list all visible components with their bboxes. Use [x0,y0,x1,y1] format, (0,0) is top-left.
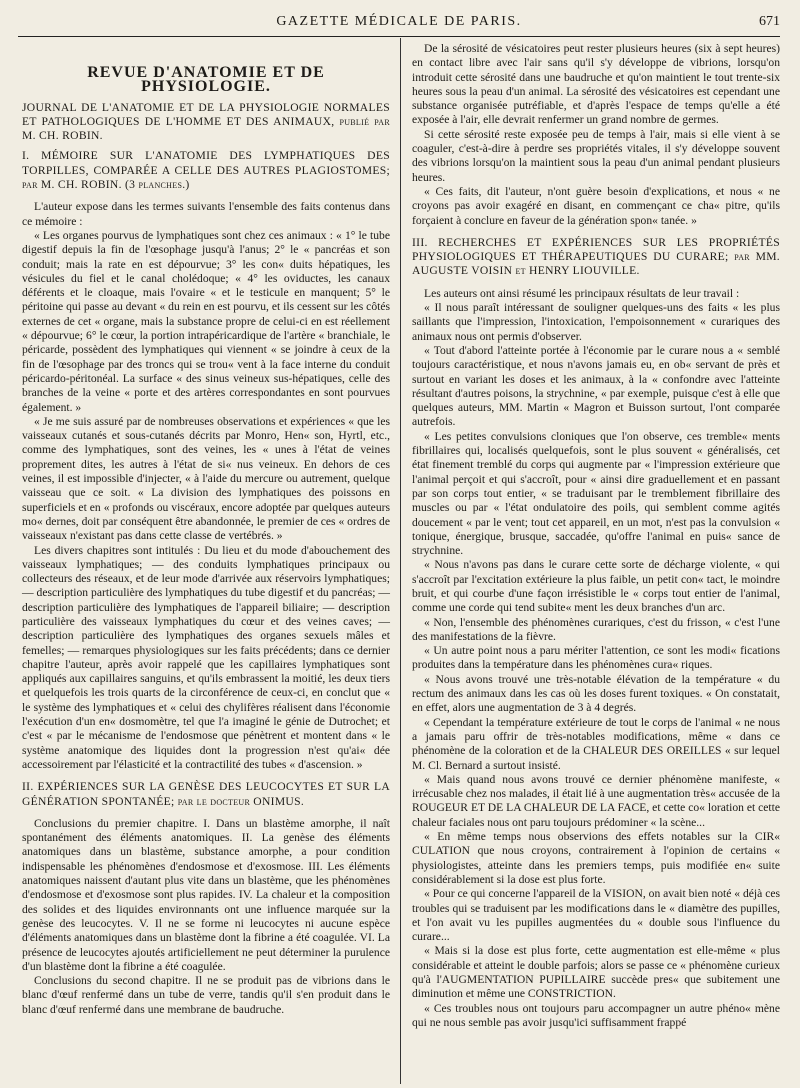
revue-title: REVUE D'ANATOMIE ET DE PHYSIOLOGIE. [87,64,325,96]
paragraph: « Les organes pourvus de lymphatiques sont chez ces animaux : « 1° le tube digestif depuis la fin de l'œsophage jusqu'à l'anus; 2° le « pancréas et son conduit; mais la rate en est dépourvue; 3° les con« duits hépatiques, les vésicules du fiel et le canal cholédoque; « 4° les oviductes, les canaux déférents et le cloaque, mais l'ovaire « et le testicule en manquent; 5° le péritoine qui passe au devant « du rein en est pourvu, et ils cessent sur les côtés externes de cet « organe, mais la substance propre de celui-ci en est réellement « dépourvue; 6° le cœur, la portion intrapéricardique de l'artère « branchiale, le péricarde, possèdent des lymphatiques qui viennent « se joindre à ceux de la fin de l'œsophage par des troncs qui se trou« vent à la face interne du conduit péricardo-péritonéal. La surface « des sinus veineux sus-hépatiques, celle des branches de la veine « porte et des artères correspondantes en sont pourvues également. » [22,228,391,414]
paragraph: « Mais si la dose est plus forte, cette augmentation est elle-même « plus considérable et atteint le double parfois; alors se passe ce « phénomène curieux qu'à l'AUGMENTATION PUPILLAIRE succède pres« que subitement une diminution et même une CONSTRICTION. [412,944,780,1001]
right-column [412,42,780,1030]
paragraph: « En même temps nous observions des effets notables sur la CIR« CULATION que nous croyons, contrairement à l'opinion de certains « physiologistes, atteinte dans les premiers temps, puis modifiée en« suite considérablement si la dose est plus forte. [412,830,780,886]
section-2-title: II. EXPÉRIENCES SUR LA GENÈSE DES LEUCOCYTES ET SUR LA GÉNÉRATION SPONTANÉE; par le docteur ONIMUS. [22,780,390,808]
paragraph: Conclusions du second chapitre. Il ne se produit pas de vibrions dans le blanc d'œuf renfermé dans un tube de verre, tandis qu'il s'en produit dans le blanc d'œuf renfermé dans une membrane de baudruche. [22,974,390,1016]
paragraph: « Ces troubles nous ont toujours paru accompagner un autre phéno« mène qui ne nous semble pas avoir jusqu'ici suffisamment frappé [412,1001,780,1029]
paragraph: « Il nous paraît intéressant de souligner quelques-uns des faits « les plus saillants que l'impression, l'intoxication, l'empoisonnement « curariques des animaux nous ont permis d'observer. [412,301,780,343]
section-3-title: III. RECHERCHES ET EXPÉRIENCES SUR LES PROPRIÉTÉS PHYSIOLOGIQUES ET THÉRAPEUTIQUES DU CURARE; par MM. AUGUSTE VOISIN et HENRY LIOUVILLE. [412,235,780,278]
page-header [18,14,780,36]
header-rule [18,36,780,37]
column-divider [400,38,401,1084]
paragraph: Conclusions du premier chapitre. I. Dans un blastème amorphe, il naît spontanément des éléments anatomiques. II. La genèse des éléments anatomiques dans un blastème, substance amorphe, a pour condition indispensable les phénomènes d'endosmose et d'exosmose. III. Les éléments anatomiques naissent d'autant plus vite dans un blastème, que les phénomènes d'endosmose et d'exosmose sont plus rapides. IV. La chaleur et la composition des solides et des liquides environnants ont une influence marquée sur la genèse des leucocytes. V. Il ne se forme ni leucocytes ni aucune espèce d'éléments anatomiques dans un blastème dont la fibrine a été coagulée. VI. La présence de leucocytes ajoutés artificiellement ne peut déterminer la purulence d'un blastème dont la fibrine a été coagulée. [22,816,390,973]
paragraph: « Nous avons trouvé une très-notable élévation de la température « du rectum des animaux dans les cas où les doses furent toxiques. « On constatait, en effet, alors une augmentation de 3 à 4 degrés. [412,672,780,715]
paragraph: « Ces faits, dit l'auteur, n'ont guère besoin d'explications, et nous « ne croyons pas avoir exagéré en disant, en commençant ce cha« pitre, qu'ils forçaient à conclure en faveur de la génération spon« tanée. » [412,184,780,227]
paragraph: « Pour ce qui concerne l'appareil de la VISION, on avait bien noté « déjà ces troubles qui se traduisent par les modifications dans le « diamètre des pupilles, et l'on avait vu les pupilles augmentées du « double sous l'influence du curare... [412,887,781,944]
left-column [22,42,390,1017]
journal-header-title: GAZETTE MÉDICALE DE PARIS. [276,14,522,29]
paragraph: « Les petites convulsions cloniques que l'on observe, ces tremble« ments fibrillaires qui, localisés quelquefois, sont le plus souvent « généralisés, cet état finement tremblé du corps qui augmente par « l'impression extérieure que l'animal perçoit et qui s'accroît, pour « ainsi dire graduellement et en passant par son corps tout entier, « se traduisant par le tremblement fibrillaire des muscles ou par « l'état ondulatoire des poils, qui semblent comme agités doucement « par le vent; tout cet appareil, en un mot, n'est pas la convulsion « tonique, énergique, brusque, saccadée, qu'offre l'animal en puis« sance de strychnine. [412,429,780,558]
journal-attribution: JOURNAL DE L'ANATOMIE ET DE LA PHYSIOLOGIE NORMALES ET PATHOLOGIQUES DE L'HOMME ET DES ANIMAUX, publié par M. CH. ROBIN. [22,100,390,143]
paragraph: « Un autre point nous a paru mériter l'attention, ce sont les modi« fications produites dans la température dans les phénomènes cura« riques. [412,644,780,672]
paragraph: « Mais quand nous avons trouvé ce dernier phénomène manifeste, « irrécusable chez nos malades, il était lié à une augmentation très« accusée de la ROUGEUR ET DE LA CHALEUR DE LA FACE, et cette co« loration et cette chaleur faciales nous ont paru toujours prédominer « la scène... [412,772,780,829]
paragraph: Les auteurs ont ainsi résumé les principaux résultats de leur travail : [424,286,740,300]
paragraph: De la sérosité de vésicatoires peut rester plusieurs heures (six à sept heures) en contact libre avec l'air sans qu'il s'y développe de vibrions, lorsqu'on introduit cette sérosité dans une baudruche et qu'on maintient le tout trente-six heures sous la peau d'un animal. La sérosité des vésicatoires est cependant une substance organisée putréfiable, et d'après l'espace de temps qu'elle a été exposée à l'air, elle devrait renfermer un grand nombre de germes. [412,42,780,127]
paragraph: Si cette sérosité reste exposée peu de temps à l'air, mais si elle vient à se coaguler, c'est-à-dire à perdre ses propriétés vitales, il s'y développe souvent des vibrions lorsqu'on la maintient sous la peau d'un animal pendant plusieurs heures. [412,127,780,184]
paragraph: « Nous n'avons pas dans le curare cette sorte de décharge violente, « qui s'accroît par l'excitation extérieure la plus faible, un petit con« tact, le moindre bruit, et qui courbe d'une façon irrésistible le « corps tout entier de l'animal, comme une corde qui tend subite« ment les deux branches d'un arc. [412,558,780,615]
paragraph: « Non, l'ensemble des phénomènes curariques, c'est du frisson, « c'est l'une des manifestations de la fièvre. [412,615,780,643]
page-number: 671 [759,14,780,29]
paragraph: L'auteur expose dans les termes suivants l'ensemble des faits contenus dans ce mémoire : [22,200,390,228]
paragraph: « Je me suis assuré par de nombreuses observations et expériences « que les vaisseaux cutanés et sous-cutanés décrits par Monro, Hen« son, Hyrtl, etc., comme des lymphatiques, sont des veines, les « unes à l'état de veines proprement dites, les autres à l'état de si« nus veineux. En dehors de ces veines, il est impossible d'injecter, « à l'aide du mercure ou autrement, quelque vaisseau que ce soit. « La division des lymphatiques des poissons en superficiels et en « profonds ou viscéraux, encore adoptée par quelques auteurs mo« dernes, doit par conséquent être abandonnée, le premier de ces « ordres de vaisseaux n'existant pas dans cette classe de vertébrés. » [22,414,390,543]
section-1-title: I. MÉMOIRE SUR L'ANATOMIE DES LYMPHATIQUES DES TORPILLES, COMPARÉE A CELLE DES AUTRES PLAGIOSTOMES; par M. CH. ROBIN. (3 planches.) [22,149,390,192]
paragraph: « Cependant la température extérieure de tout le corps de l'animal « ne nous a jamais paru offrir de très-notables modifications, même « dans ce phénomène de la coloration et de la CHALEUR DES OREILLES « sur lequel M. Cl. Bernard a surtout insisté. [412,715,780,772]
paragraph: Les divers chapitres sont intitulés : Du lieu et du mode d'abouchement des vaisseaux lymphatiques; — des conduits lymphatiques principaux ou collecteurs des réseaux, et de leur mode d'arrivée aux réservoirs lymphatiques; — description particulière des lymphatiques du tube digestif et du pancréas; — description particulière des lymphatiques de l'appareil biliaire; — description particulière des vaisseaux lymphatiques du cœur et des veines caves; — description particulière des lymphatiques des organes sexuels mâles et femelles; — remarques physiologiques sur les faits précédents; dans ce dernier chapitre l'auteur, après avoir rappelé que les capillaires lymphatiques sont appliqués aux capillaires sanguins, et qu'ils embrassent la moitié, les deux tiers et quelquefois les trois quarts de la circonférence de ceux-ci, en conclut que « le système des lymphatiques et « celui des chylifères réalisent dans l'économie l'exécution d'un en« dosmomètre, tel que l'a imaginé le génie de Dutrochet; et c'est « par le mécanisme de l'endosmose que pénètrent et montent dans « le système anatomique des liquides dont la progression n'est qu'ai« dée accessoirement par l'élasticité et la contractilité des tubes « d'ascension. » [22,543,390,771]
paragraph: « Tout d'abord l'atteinte portée à l'économie par le curare nous a « semblé toujours caractéristique, et nous n'avons jamais eu, en ob« servant de près et surtout en variant les doses et les animaux, à la « confondre avec l'atteinte résultant d'autres poisons, la strychnine, « par exemple, puisque c'est à elle que quelques auteurs, MM. Martin « Magron et Buisson surtout, l'ont comparée autrefois. [412,343,780,429]
